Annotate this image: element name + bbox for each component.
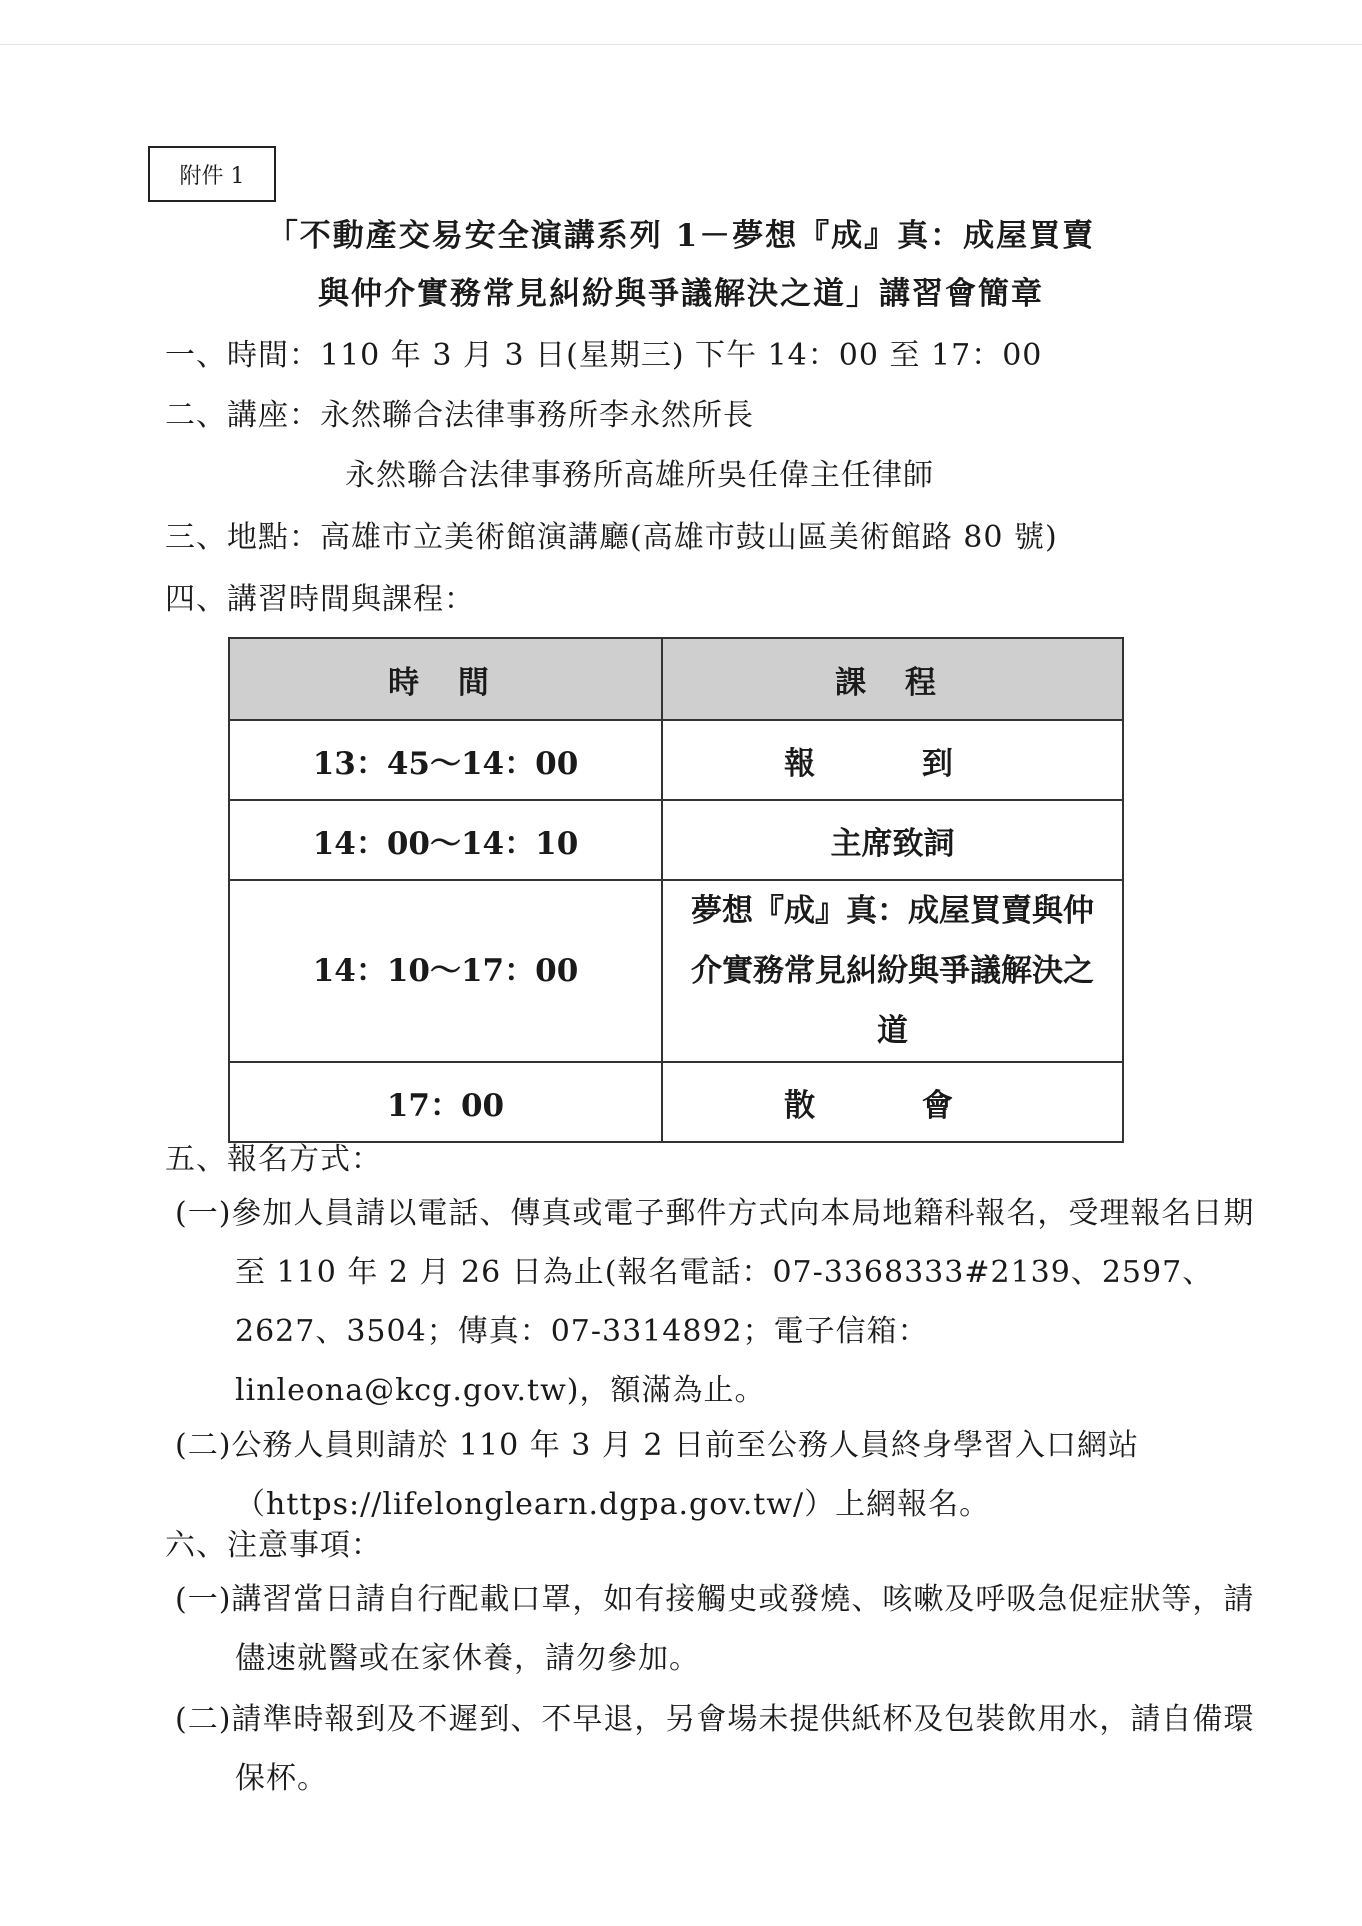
row-time: 14：00～14：10: [229, 800, 662, 880]
row-course: 報 到: [662, 720, 1123, 800]
row-course: 夢想『成』真：成屋買賣與仲介實務常見糾紛與爭議解決之道: [662, 880, 1123, 1062]
table-row: [229, 800, 1123, 880]
registration-item-2: (二)公務人員則請於 110 年 3 月 2 日前至公務人員終身學習入口網站（https://lifelonglearn.dgpa.gov.tw/）上網報名。: [175, 1428, 1140, 1522]
section-location: 三、地點：高雄市立美術館演講廳(高雄市鼓山區美術館路 80 號): [165, 520, 1058, 555]
scan-edge-line: [0, 44, 1362, 45]
section-notes-heading: 六、注意事項：: [165, 1528, 382, 1563]
section-registration-heading: 五、報名方式：: [165, 1142, 382, 1177]
header-time: 時 間: [229, 638, 662, 720]
title-line-2: 與仲介實務常見糾紛與爭議解決之道」講習會簡章: [318, 276, 1044, 312]
row-time: 13：45～14：00: [229, 720, 662, 800]
table-row: [229, 880, 1123, 1062]
attachment-label: 附件 1: [148, 146, 276, 202]
table-row: [229, 720, 1123, 800]
registration-item-1: (一)參加人員請以電話、傳真或電子郵件方式向本局地籍科報名，受理報名日期至 110 年 2 月 26 日為止(報名電話：07-3368333#2139、2597、2627、3504；傳真：07-3314892；電子信箱：linleona@kcg.gov.tw)，額滿為止。: [175, 1196, 1255, 1408]
schedule-table: [228, 637, 1124, 1143]
section-schedule-heading: 四、講習時間與課程：: [165, 582, 475, 617]
header-course: 課 程: [662, 638, 1123, 720]
row-time: 17：00: [229, 1062, 662, 1142]
notes-item-1: (一)講習當日請自行配載口罩，如有接觸史或發燒、咳嗽及呼吸急促症狀等，請儘速就醫或在家休養，請勿參加。: [175, 1582, 1255, 1676]
title-line-1: 「不動產交易安全演講系列 1－夢想『成』真：成屋買賣: [266, 218, 1096, 254]
row-course: 散 會: [662, 1062, 1123, 1142]
row-time: 14：10～17：00: [229, 880, 662, 1062]
table-header-row: [229, 638, 1123, 720]
section-time: 一、時間：110 年 3 月 3 日(星期三) 下午 14：00 至 17：00: [165, 338, 1043, 373]
section-speaker-2: 永然聯合法律事務所高雄所吳任偉主任律師: [345, 458, 934, 493]
section-speaker: 二、講座：永然聯合法律事務所李永然所長: [165, 398, 754, 433]
row-course: 主席致詞: [662, 800, 1123, 880]
table-row: [229, 1062, 1123, 1142]
notes-item-2: (二)請準時報到及不遲到、不早退，另會場未提供紙杯及包裝飲用水，請自備環保杯。: [175, 1702, 1255, 1796]
